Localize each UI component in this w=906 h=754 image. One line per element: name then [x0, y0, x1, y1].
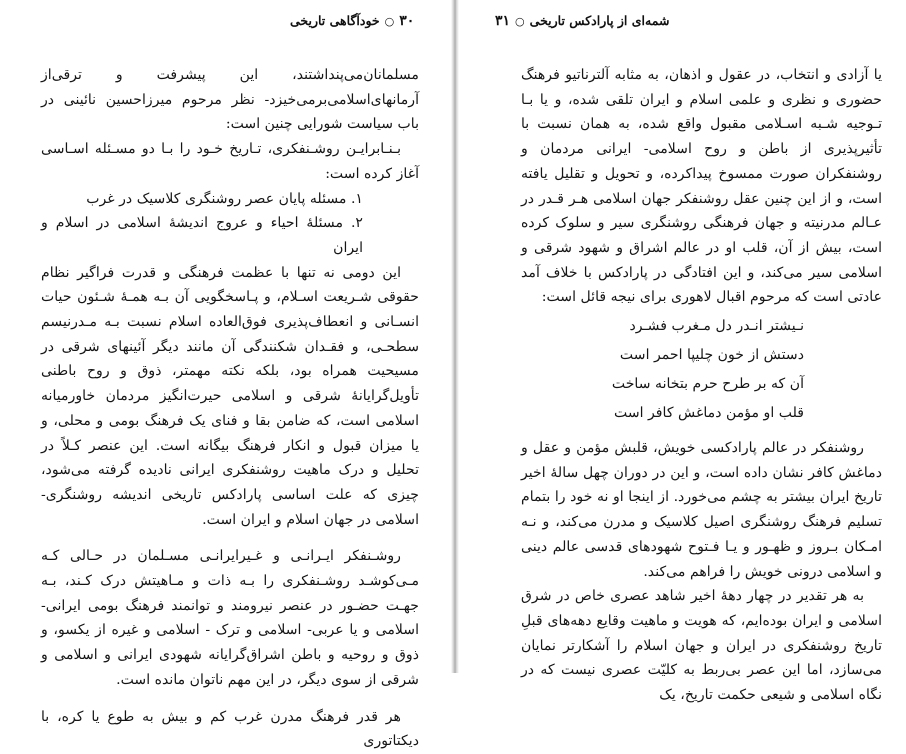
paragraph: بـنـابرایـن روشـنفکری، تـاریخ خـود را بـا دو مسـئله اسـاسی آغاز کرده است:: [41, 141, 419, 182]
left-page: [0, 0, 451, 750]
left-page-header: [290, 13, 414, 29]
left-running-title: خودآگاهی تاریخی: [290, 13, 380, 28]
paragraph: به هر تقدیر در چهار دههٔ اخیر شاهد عصری خاص در شرق اسلامی و ایران بوده‌ایم، که هویت و ماهیت وقایع دهه‌های قبلِ تاریخ روشنفکری در ایران و جهان اسلام را آشکارتر نمایان می‌سازد، اما این عصر بی‌ربط به کلیّت عصری نیست که در نگاه اسلامی و شیعی حکمت تاریخ، یک: [521, 588, 882, 704]
poem: [521, 312, 882, 428]
circle-separator-icon: ○: [515, 15, 525, 28]
paragraph: این دومی نه تنها با عظمت فرهنگی و قدرت فراگیر نظام حقوقی شـریعت اسـلام، و پـاسخگویی آن بـه همـهٔ شـئون حیات انسـانی و انعطاف‌پذیری فوق‌العاده اسلام نسبت بـه مـدرنیسم سطحـی، و فقـدان شکنندگی آن مانند دیگر آئینهای شرقی در مسیحیت همراه بود، بلکه نکته مهمتر، ذوق و روح باطنی تأویل‌گرایانهٔ شرقی و اسلامی حیرت‌انگیز مردمان خاورمیانه اسلامی است، که ضامن بقا و فنای یک فرهنگ بومی و محلی، و یا میزان قبول و انکار فرهنگ بیگانه است. این عنصر کـلاً در تحلیل و درک ماهیت روشنفکری ایرانی نادیده گرفته می‌شود، چیزی که علت اساسی پارادکس تاریخی اندیشه روشنگری- اسلامی در جهان اسلام و ایران است.: [41, 264, 419, 528]
right-page: [459, 0, 906, 704]
left-page-number: ۳۰: [399, 13, 415, 29]
right-page-header: [495, 13, 669, 29]
paragraph: هر قدر فرهنگ مدرن غرب کم و بیش به طوع یا کره، با دیکتاتوری: [41, 708, 419, 750]
list-item: ۱. مسئله پایان عصر روشنگری کلاسیک در غرب: [86, 190, 363, 207]
book-gutter: [451, 0, 459, 673]
right-running-title: شمه‌ای از پارادکس تاریخی: [529, 13, 670, 28]
paragraph: روشـنفکر ایـرانـی و غـیرایرانـی مسـلمان در حـالی کـه مـی‌کوشـد روشـنفکری را بـه ذات و مـاهیتش درک کـند، بـه جهـت حضـور در عنصر نیرومند و توانمند فرهنگ بومی ایرانی- اسلامی و یا عربی- اسلامی و ترک - اسلامی و غیره از یکسو، و ذوق و روحیه و باطن اشراق‌گرایانه شهودی ایرانی و اسلامی و شرقی از سوی دیگر، در این مهم ناتوان مانده است.: [41, 548, 419, 688]
right-page-body: [521, 63, 882, 708]
poem-line: نـیشتر انـدر دل مـغرب فشـرد: [629, 318, 804, 335]
paragraph: مسلمانان‌می‌پنداشتند، این پیشرفت‌ و ترقی‌از آرمانهای‌اسلامی‌برمی‌خیزد- نظر مرحوم میرزاحسین نائینی در باب سیاست شورایی چنین است:: [41, 67, 419, 133]
poem-line: آن که بر طرح حرم بتخانه ساخت: [611, 376, 804, 393]
circle-separator-icon: ○: [384, 15, 395, 28]
list-item: ۲. مسئلهٔ احیاء و عروج اندیشهٔ اسلامی در اسلام و ایران: [41, 215, 363, 256]
poem-line: دستش از خون چلیپا احمر است: [619, 347, 804, 364]
left-page-body: [41, 63, 419, 754]
paragraph: یا آزادی و انتخاب، در عقول و اذهان، به مثابه آلترناتیو فرهنگ حضوری و نظری و علمی اسلام و ایران تلقی شده، و یا بـا تـوجیه شـبه اسـلامی مقبول واقع شده، به همان نسبت با تأثیرپذیری از باطن و روح اسلامی- ایرانی مردمان و روشنفکران صورت ممسوخ پیداکرده، و تحویل و تقلیل یافته است، و از این چنین عقل روشنفکر جهان اسلامی هـر قـدر در عـالم مدرنیته و جهان فرهنگی روشنگری سیر و سلوک کرده است، بیش از آن، قلب او در عالم اشراق و شهود شرقی و اسلامی سیر می‌کند، و این افتادگی در پارادکس با خلاف آمد عادتی است که مرحوم اقبال لاهوری برای نیجه قائل است:: [521, 67, 882, 306]
right-page-number: ۳۱: [495, 13, 511, 29]
paragraph: روشنفکر در عالم پارادکسی خویش، قلبش مؤمن و عقل و دماغش کافر نشان داده است، و این در دوران چهل سالهٔ اخیر تاریخ ایران بیشتر به چشم می‌خورد. از اینجا او نه خود را بتمام تسلیم فرهنگ روشنگری اصیل کلاسیک و مدرن می‌کند، و نـه امـکان بـروز و ظهـور و یـا فـتوح شهودهای قدسی عالم دینی و اسلامی درونی خویش را فراهم می‌کند.: [521, 440, 882, 580]
poem-line: قلب او مؤمن دماغش کافر است: [613, 405, 804, 422]
